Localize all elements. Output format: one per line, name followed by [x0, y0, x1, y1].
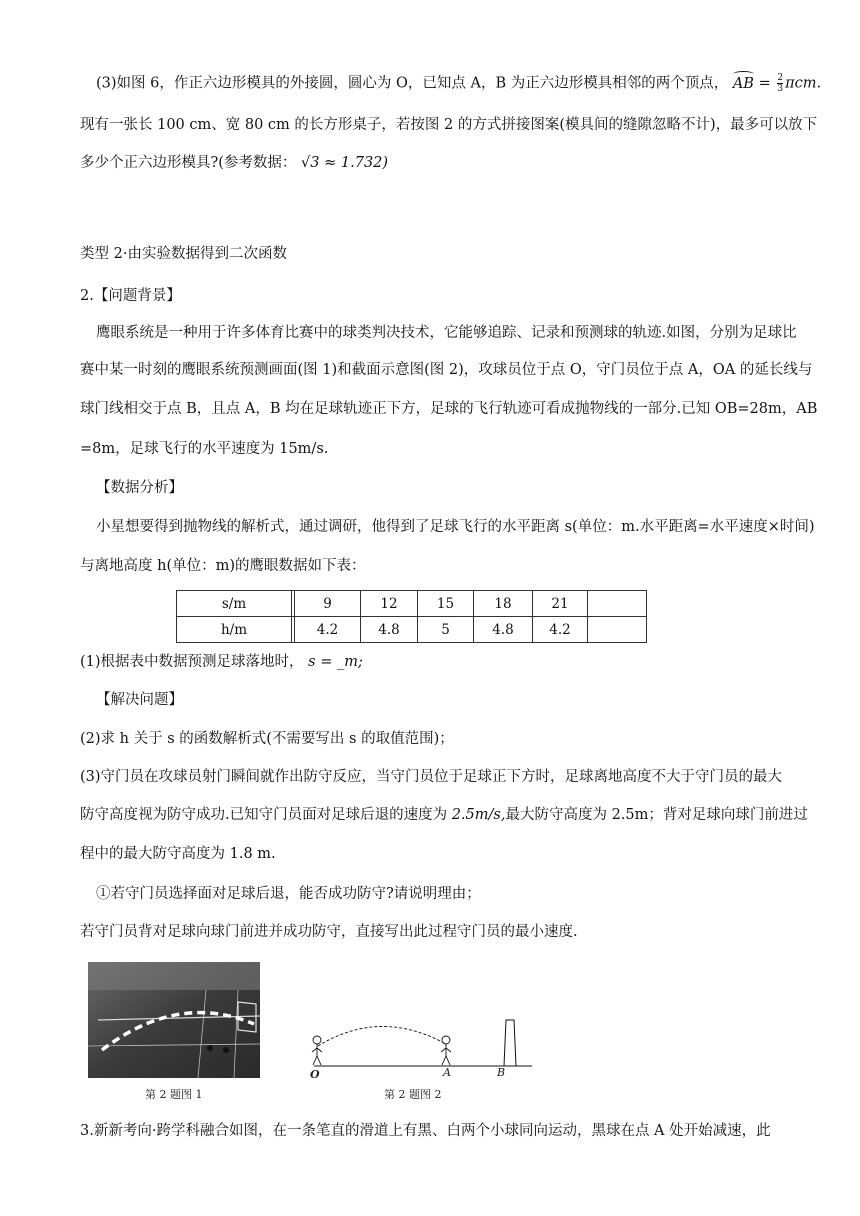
figure2-caption: 第 2 题图 2 [384, 1088, 442, 1101]
q3-line1: (3)守门员在攻球员射门瞬间就作出防守反应，当守门员位于足球正下方时，足球离地高度不大于守门员的最大 [80, 769, 783, 785]
attacker-figure [312, 1036, 322, 1065]
table-cell: 4.2 [295, 617, 361, 643]
background-line4: =8m，足球飞行的水平速度为 15m/s. [80, 441, 329, 457]
q3-line3: 程中的最大防守高度为 1.8 m. [80, 846, 276, 862]
table-cell: 15 [418, 591, 474, 617]
section-type2-title: 类型 2·由实验数据得到二次函数 [80, 246, 287, 262]
hawkeye-data-table [176, 590, 647, 643]
hawkeye-photo-figure [88, 962, 260, 1078]
table-cell: 4.8 [361, 617, 418, 643]
p3-line2: 现有一张长 100 cm、宽 80 cm 的长方形桌子，若按图 2 的方式拼接图案(模具间的缝隙忽略不计)，最多可以放下 [80, 117, 818, 133]
table-row [177, 591, 647, 617]
table-cell: 5 [418, 617, 474, 643]
q3-text-a: 防守高度视为防守成功.已知守门员面对足球后退的速度为 [80, 807, 448, 823]
background-line3: 球门线相交于点 B，且点 A，B 均在足球轨迹正下方，足球的飞行轨迹可看成抛物线的一部分.已知 OB=28m，AB [80, 401, 818, 417]
q1-text: (1)根据表中数据预测足球落地时， [80, 654, 304, 670]
table-cell: h/m [177, 617, 292, 643]
q3-speed: 2.5m/s, [451, 807, 506, 823]
table-cell: 12 [361, 591, 418, 617]
arc-ab: AB [732, 75, 754, 92]
data-analysis-line2: 与离地高度 h(单位：m)的鹰眼数据如下表： [80, 558, 366, 574]
label-b: B [497, 1066, 506, 1079]
label-o: O [310, 1068, 320, 1081]
p3-line3 [80, 153, 388, 173]
table-cell: 21 [533, 591, 588, 617]
subq-2: 若守门员背对足球向球门前进并成功防守，直接写出此过程守门员的最小速度. [80, 924, 578, 940]
p3-line1 [96, 73, 821, 94]
table-cell: 9 [295, 591, 361, 617]
p3-ref-label: 多少个正六边形模具?(参考数据： [80, 155, 297, 171]
equals-sign: = [758, 75, 771, 92]
goalkeeper-figure [441, 1036, 451, 1065]
table-cell: 4.2 [533, 617, 588, 643]
solve-heading: 【解决问题】 [96, 692, 183, 708]
data-analysis-heading: 【数据分析】 [96, 480, 183, 496]
goal-post [504, 1020, 516, 1066]
q3-text-b: 最大防守高度为 2.5m；背对足球向球门前进过 [505, 807, 808, 823]
q3-line2 [80, 805, 808, 825]
data-analysis-line1: 小星想要得到抛物线的解析式，通过调研，他得到了足球飞行的水平距离 s(单位：m.水平距离=水平速度×时间) [96, 519, 815, 535]
label-a: A [443, 1066, 451, 1079]
problem3-intro: 3.新新考向·跨学科融合如图，在一条笔直的滑道上有黑、白两个小球同向运动，黑球在点 A 处开始减速，此 [80, 1123, 771, 1139]
table-row [177, 617, 647, 643]
pi-cm: πcm. [785, 75, 822, 92]
q1-line [80, 652, 363, 672]
table-cell [588, 617, 647, 643]
background-line1: 鹰眼系统是一种用于许多体育比赛中的球类判决技术，它能够追踪、记录和预测球的轨迹.如图，分别为足球比 [96, 325, 797, 341]
q1-blank: s = _m; [308, 654, 363, 670]
fraction-2-3 [777, 73, 783, 94]
frac-denominator: 3 [777, 84, 784, 94]
subq-1: ①若守门员选择面对足球后退，能否成功防守?请说明理由； [96, 886, 481, 902]
table-cell: s/m [177, 591, 292, 617]
q2-text: (2)求 h 关于 s 的函数解析式(不需要写出 s 的取值范围)； [80, 731, 454, 747]
background-line2: 赛中某一时刻的鹰眼系统预测画面(图 1)和截面示意图(图 2)，攻球员位于点 O，守门员位于点 A，OA 的延长线与 [80, 362, 813, 378]
q2-heading: 2.【问题背景】 [80, 288, 181, 304]
table-cell [588, 591, 647, 617]
figure1-caption: 第 2 题图 1 [145, 1088, 203, 1101]
table-cell: 4.8 [474, 617, 533, 643]
p3-text-a: (3)如图 6，作正六边形模具的外接圆，圆心为 O，已知点 A，B 为正六边形模具相邻的两个顶点， [96, 75, 729, 92]
sqrt3-approx: √3 ≈ 1.732) [301, 155, 389, 171]
table-cell: 18 [474, 591, 533, 617]
frac-numerator: 2 [777, 73, 784, 83]
